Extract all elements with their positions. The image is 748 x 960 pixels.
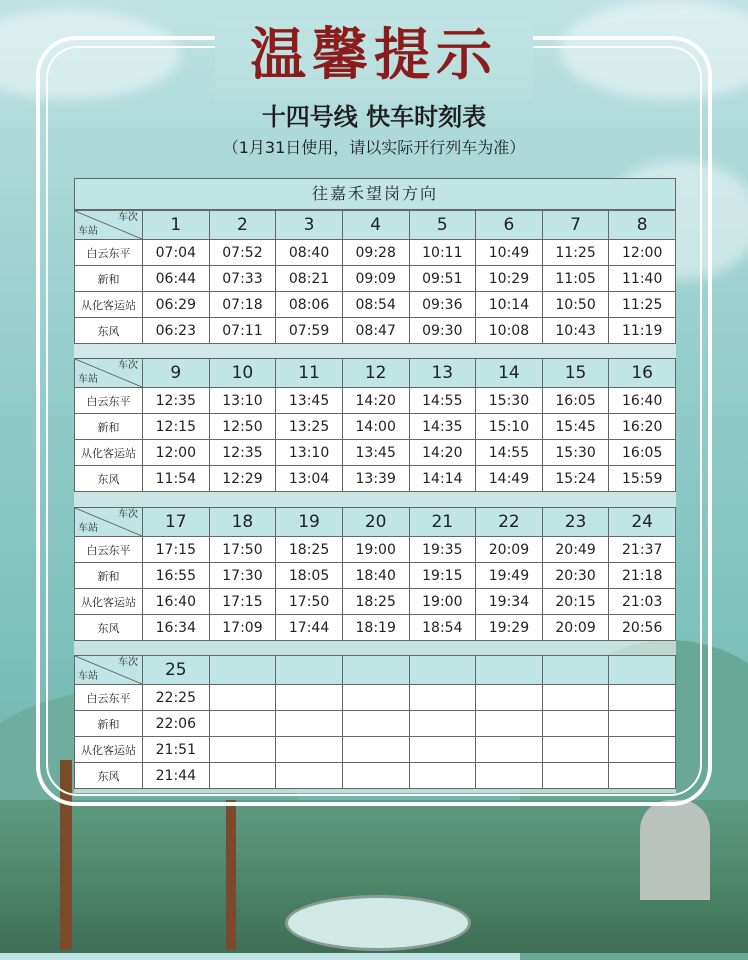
- departure-time-cell: 08:40: [276, 240, 343, 266]
- timetable-block: [74, 507, 676, 641]
- departure-time-cell: 20:09: [476, 537, 543, 563]
- departure-time-cell: 14:49: [476, 466, 543, 492]
- departure-time-cell: 21:37: [609, 537, 676, 563]
- departure-time-cell: 16:05: [542, 388, 609, 414]
- table-row: [75, 318, 676, 344]
- departure-time-cell: 14:20: [409, 440, 476, 466]
- train-number-cell: [209, 656, 276, 685]
- departure-time-cell: 15:59: [609, 466, 676, 492]
- station-name-cell: 新和: [75, 711, 143, 737]
- page-title: 温馨提示: [250, 22, 498, 88]
- departure-time-cell: [409, 685, 476, 711]
- train-label: 车次: [118, 360, 138, 371]
- departure-time-cell: 09:36: [409, 292, 476, 318]
- train-number-cell: 2: [209, 211, 276, 240]
- table-row: [75, 292, 676, 318]
- departure-time-cell: [476, 737, 543, 763]
- departure-time-cell: 15:30: [476, 388, 543, 414]
- train-number-cell: [276, 656, 343, 685]
- train-number-cell: 23: [542, 508, 609, 537]
- departure-time-cell: 09:30: [409, 318, 476, 344]
- train-number-cell: 21: [409, 508, 476, 537]
- departure-time-cell: 11:19: [609, 318, 676, 344]
- departure-time-cell: [476, 685, 543, 711]
- station-name-cell: 新和: [75, 414, 143, 440]
- header-corner-cell: [75, 656, 143, 685]
- train-label: 车次: [118, 509, 138, 520]
- departure-time-cell: 18:40: [342, 563, 409, 589]
- train-number-cell: 14: [476, 359, 543, 388]
- departure-time-cell: [276, 711, 343, 737]
- table-row: [75, 537, 676, 563]
- departure-time-cell: 10:43: [542, 318, 609, 344]
- departure-time-cell: 11:25: [542, 240, 609, 266]
- table-row: [75, 466, 676, 492]
- departure-time-cell: 12:35: [209, 440, 276, 466]
- departure-time-cell: 13:25: [276, 414, 343, 440]
- departure-time-cell: 19:29: [476, 615, 543, 641]
- train-number-cell: 11: [276, 359, 343, 388]
- departure-time-cell: [409, 763, 476, 789]
- train-number-cell: 24: [609, 508, 676, 537]
- departure-time-cell: 15:24: [542, 466, 609, 492]
- departure-time-cell: [342, 685, 409, 711]
- departure-time-cell: 07:52: [209, 240, 276, 266]
- train-label: 车次: [118, 212, 138, 223]
- departure-time-cell: 17:15: [143, 537, 210, 563]
- train-number-row: [75, 211, 676, 240]
- direction-header: 往嘉禾望岗方向: [74, 178, 676, 210]
- departure-time-cell: 19:34: [476, 589, 543, 615]
- gate-pillar: [226, 800, 236, 950]
- timetable-block: [74, 655, 676, 789]
- pagoda: [640, 800, 710, 900]
- departure-time-cell: 20:09: [542, 615, 609, 641]
- departure-time-cell: 17:09: [209, 615, 276, 641]
- departure-time-cell: [609, 685, 676, 711]
- departure-time-cell: 06:29: [143, 292, 210, 318]
- departure-time-cell: 20:56: [609, 615, 676, 641]
- station-name-cell: 从化客运站: [75, 737, 143, 763]
- station-label: 车站: [78, 523, 98, 534]
- train-number-cell: [542, 656, 609, 685]
- station-label: 车站: [78, 374, 98, 385]
- departure-time-cell: 14:55: [476, 440, 543, 466]
- departure-time-cell: [209, 685, 276, 711]
- departure-time-cell: 16:55: [143, 563, 210, 589]
- departure-time-cell: [542, 737, 609, 763]
- departure-time-cell: [342, 737, 409, 763]
- departure-time-cell: 12:35: [143, 388, 210, 414]
- departure-time-cell: 14:14: [409, 466, 476, 492]
- train-number-cell: 5: [409, 211, 476, 240]
- station-name-cell: 白云东平: [75, 240, 143, 266]
- departure-time-cell: 11:05: [542, 266, 609, 292]
- departure-time-cell: [342, 763, 409, 789]
- station-name-cell: 东风: [75, 763, 143, 789]
- departure-time-cell: [409, 737, 476, 763]
- departure-time-cell: [476, 763, 543, 789]
- table-row: [75, 615, 676, 641]
- train-number-row: [75, 359, 676, 388]
- train-number-cell: 8: [609, 211, 676, 240]
- departure-time-cell: 11:40: [609, 266, 676, 292]
- table-row: [75, 414, 676, 440]
- train-number-cell: 13: [409, 359, 476, 388]
- station-name-cell: 从化客运站: [75, 589, 143, 615]
- departure-time-cell: 09:28: [342, 240, 409, 266]
- departure-time-cell: 07:18: [209, 292, 276, 318]
- departure-time-cell: [276, 685, 343, 711]
- departure-time-cell: 17:30: [209, 563, 276, 589]
- departure-time-cell: 17:50: [276, 589, 343, 615]
- departure-time-cell: 12:15: [143, 414, 210, 440]
- train-number-cell: [409, 656, 476, 685]
- departure-time-cell: 17:15: [209, 589, 276, 615]
- table-row: [75, 763, 676, 789]
- train-number-cell: 16: [609, 359, 676, 388]
- station-name-cell: 新和: [75, 266, 143, 292]
- train-number-row: [75, 508, 676, 537]
- departure-time-cell: [609, 737, 676, 763]
- departure-time-cell: 11:25: [609, 292, 676, 318]
- table-row: [75, 737, 676, 763]
- train-number-cell: 25: [143, 656, 210, 685]
- train-number-cell: [342, 656, 409, 685]
- departure-time-cell: 10:29: [476, 266, 543, 292]
- departure-time-cell: 22:25: [143, 685, 210, 711]
- train-number-cell: 4: [342, 211, 409, 240]
- departure-time-cell: 20:49: [542, 537, 609, 563]
- header-corner-cell: [75, 508, 143, 537]
- train-number-cell: 7: [542, 211, 609, 240]
- departure-time-cell: [542, 685, 609, 711]
- departure-time-cell: 12:50: [209, 414, 276, 440]
- departure-time-cell: [542, 711, 609, 737]
- departure-time-cell: 10:50: [542, 292, 609, 318]
- departure-time-cell: 08:54: [342, 292, 409, 318]
- train-number-row: [75, 656, 676, 685]
- departure-time-cell: 14:00: [342, 414, 409, 440]
- departure-time-cell: [342, 711, 409, 737]
- departure-time-cell: 07:33: [209, 266, 276, 292]
- departure-time-cell: 08:47: [342, 318, 409, 344]
- departure-time-cell: 14:35: [409, 414, 476, 440]
- train-number-cell: 18: [209, 508, 276, 537]
- departure-time-cell: 22:06: [143, 711, 210, 737]
- station-name-cell: 东风: [75, 466, 143, 492]
- departure-time-cell: 09:09: [342, 266, 409, 292]
- train-number-cell: 19: [276, 508, 343, 537]
- departure-time-cell: 12:00: [609, 240, 676, 266]
- departure-time-cell: 19:00: [342, 537, 409, 563]
- header-corner-cell: [75, 211, 143, 240]
- departure-time-cell: [276, 737, 343, 763]
- departure-time-cell: 10:14: [476, 292, 543, 318]
- train-number-cell: 1: [143, 211, 210, 240]
- departure-time-cell: [609, 711, 676, 737]
- departure-time-cell: 19:49: [476, 563, 543, 589]
- train-number-cell: 17: [143, 508, 210, 537]
- departure-time-cell: 18:25: [276, 537, 343, 563]
- train-label: 车次: [118, 657, 138, 668]
- table-row: [75, 685, 676, 711]
- departure-time-cell: 19:15: [409, 563, 476, 589]
- train-number-cell: 9: [143, 359, 210, 388]
- departure-time-cell: [209, 711, 276, 737]
- departure-time-cell: 06:23: [143, 318, 210, 344]
- departure-time-cell: 16:40: [609, 388, 676, 414]
- departure-time-cell: 14:55: [409, 388, 476, 414]
- station-name-cell: 从化客运站: [75, 292, 143, 318]
- departure-time-cell: 21:51: [143, 737, 210, 763]
- departure-time-cell: 20:15: [542, 589, 609, 615]
- departure-time-cell: [209, 737, 276, 763]
- table-row: [75, 266, 676, 292]
- departure-time-cell: 18:05: [276, 563, 343, 589]
- departure-time-cell: 07:59: [276, 318, 343, 344]
- train-number-cell: 6: [476, 211, 543, 240]
- departure-time-cell: 18:54: [409, 615, 476, 641]
- departure-time-cell: 09:51: [409, 266, 476, 292]
- station-label: 车站: [78, 226, 98, 237]
- departure-time-cell: 21:18: [609, 563, 676, 589]
- departure-time-cell: 10:08: [476, 318, 543, 344]
- departure-time-cell: [409, 711, 476, 737]
- departure-time-cell: 16:40: [143, 589, 210, 615]
- station-name-cell: 东风: [75, 318, 143, 344]
- departure-time-cell: 14:20: [342, 388, 409, 414]
- station-name-cell: 白云东平: [75, 537, 143, 563]
- usage-note: （1月31日使用，请以实际开行列车为准）: [222, 138, 526, 157]
- departure-time-cell: 15:30: [542, 440, 609, 466]
- departure-time-cell: 12:00: [143, 440, 210, 466]
- station-name-cell: 新和: [75, 563, 143, 589]
- departure-time-cell: 19:35: [409, 537, 476, 563]
- departure-time-cell: 17:44: [276, 615, 343, 641]
- departure-time-cell: 06:44: [143, 266, 210, 292]
- departure-time-cell: 15:45: [542, 414, 609, 440]
- page-subtitle: 十四号线 快车时刻表: [261, 103, 487, 131]
- departure-time-cell: 13:45: [342, 440, 409, 466]
- departure-time-cell: 13:10: [209, 388, 276, 414]
- departure-time-cell: 10:11: [409, 240, 476, 266]
- departure-time-cell: 17:50: [209, 537, 276, 563]
- station-name-cell: 东风: [75, 615, 143, 641]
- departure-time-cell: 15:10: [476, 414, 543, 440]
- departure-time-cell: [276, 763, 343, 789]
- departure-time-cell: 16:05: [609, 440, 676, 466]
- station-name-cell: 从化客运站: [75, 440, 143, 466]
- departure-time-cell: 13:39: [342, 466, 409, 492]
- station-name-cell: 白云东平: [75, 388, 143, 414]
- table-row: [75, 388, 676, 414]
- train-number-cell: [609, 656, 676, 685]
- station-name-cell: 白云东平: [75, 685, 143, 711]
- departure-time-cell: [209, 763, 276, 789]
- station-label: 车站: [78, 671, 98, 682]
- departure-time-cell: 08:06: [276, 292, 343, 318]
- departure-time-cell: 20:30: [542, 563, 609, 589]
- departure-time-cell: 07:11: [209, 318, 276, 344]
- departure-time-cell: 16:34: [143, 615, 210, 641]
- departure-time-cell: 18:25: [342, 589, 409, 615]
- departure-time-cell: [476, 711, 543, 737]
- train-number-cell: [476, 656, 543, 685]
- table-row: [75, 240, 676, 266]
- departure-time-cell: 18:19: [342, 615, 409, 641]
- departure-time-cell: 13:10: [276, 440, 343, 466]
- departure-time-cell: 13:04: [276, 466, 343, 492]
- departure-time-cell: 12:29: [209, 466, 276, 492]
- departure-time-cell: 21:44: [143, 763, 210, 789]
- departure-time-cell: 13:45: [276, 388, 343, 414]
- table-row: [75, 711, 676, 737]
- train-number-cell: 22: [476, 508, 543, 537]
- table-row: [75, 563, 676, 589]
- timetable-block: [74, 210, 676, 344]
- departure-time-cell: [542, 763, 609, 789]
- pond: [285, 895, 471, 951]
- departure-time-cell: 16:20: [609, 414, 676, 440]
- train-number-cell: 10: [209, 359, 276, 388]
- train-number-cell: 20: [342, 508, 409, 537]
- departure-time-cell: [609, 763, 676, 789]
- header-corner-cell: [75, 359, 143, 388]
- train-number-cell: 12: [342, 359, 409, 388]
- train-number-cell: 3: [276, 211, 343, 240]
- departure-time-cell: 08:21: [276, 266, 343, 292]
- table-row: [75, 589, 676, 615]
- departure-time-cell: 07:04: [143, 240, 210, 266]
- table-row: [75, 440, 676, 466]
- departure-time-cell: 10:49: [476, 240, 543, 266]
- departure-time-cell: 19:00: [409, 589, 476, 615]
- departure-time-cell: 21:03: [609, 589, 676, 615]
- train-number-cell: 15: [542, 359, 609, 388]
- timetable-block: [74, 358, 676, 492]
- departure-time-cell: 11:54: [143, 466, 210, 492]
